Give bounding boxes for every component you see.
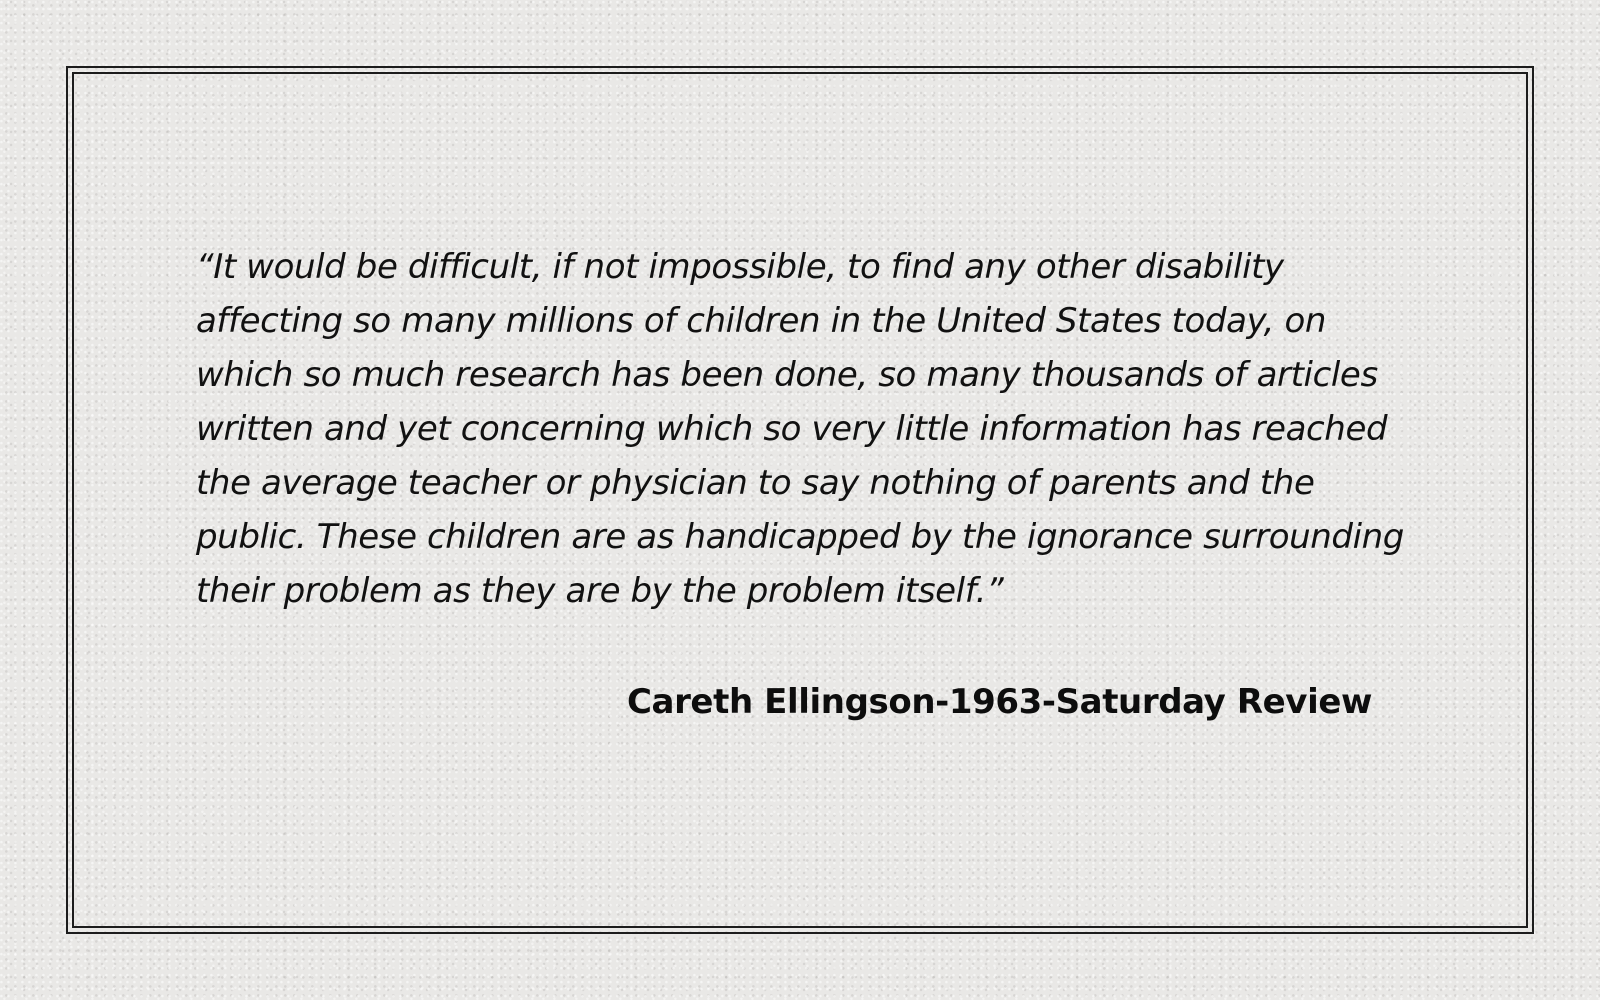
quote-text: “It would be difficult, if not impossible, to find any other disability affecting so many millions of children in the United States today, on which so much research has been done, so many thousands of articles written and yet concerning which so very little information has reached the average teacher or physician to say nothing of parents and the public. These children are as handicapped by the ignorance surrounding their problem as they are by the problem itself.” bbox=[196, 247, 1404, 611]
quote-block bbox=[196, 240, 1406, 618]
quote-attribution: Careth Ellingson-1963-Saturday Review bbox=[626, 682, 1372, 722]
